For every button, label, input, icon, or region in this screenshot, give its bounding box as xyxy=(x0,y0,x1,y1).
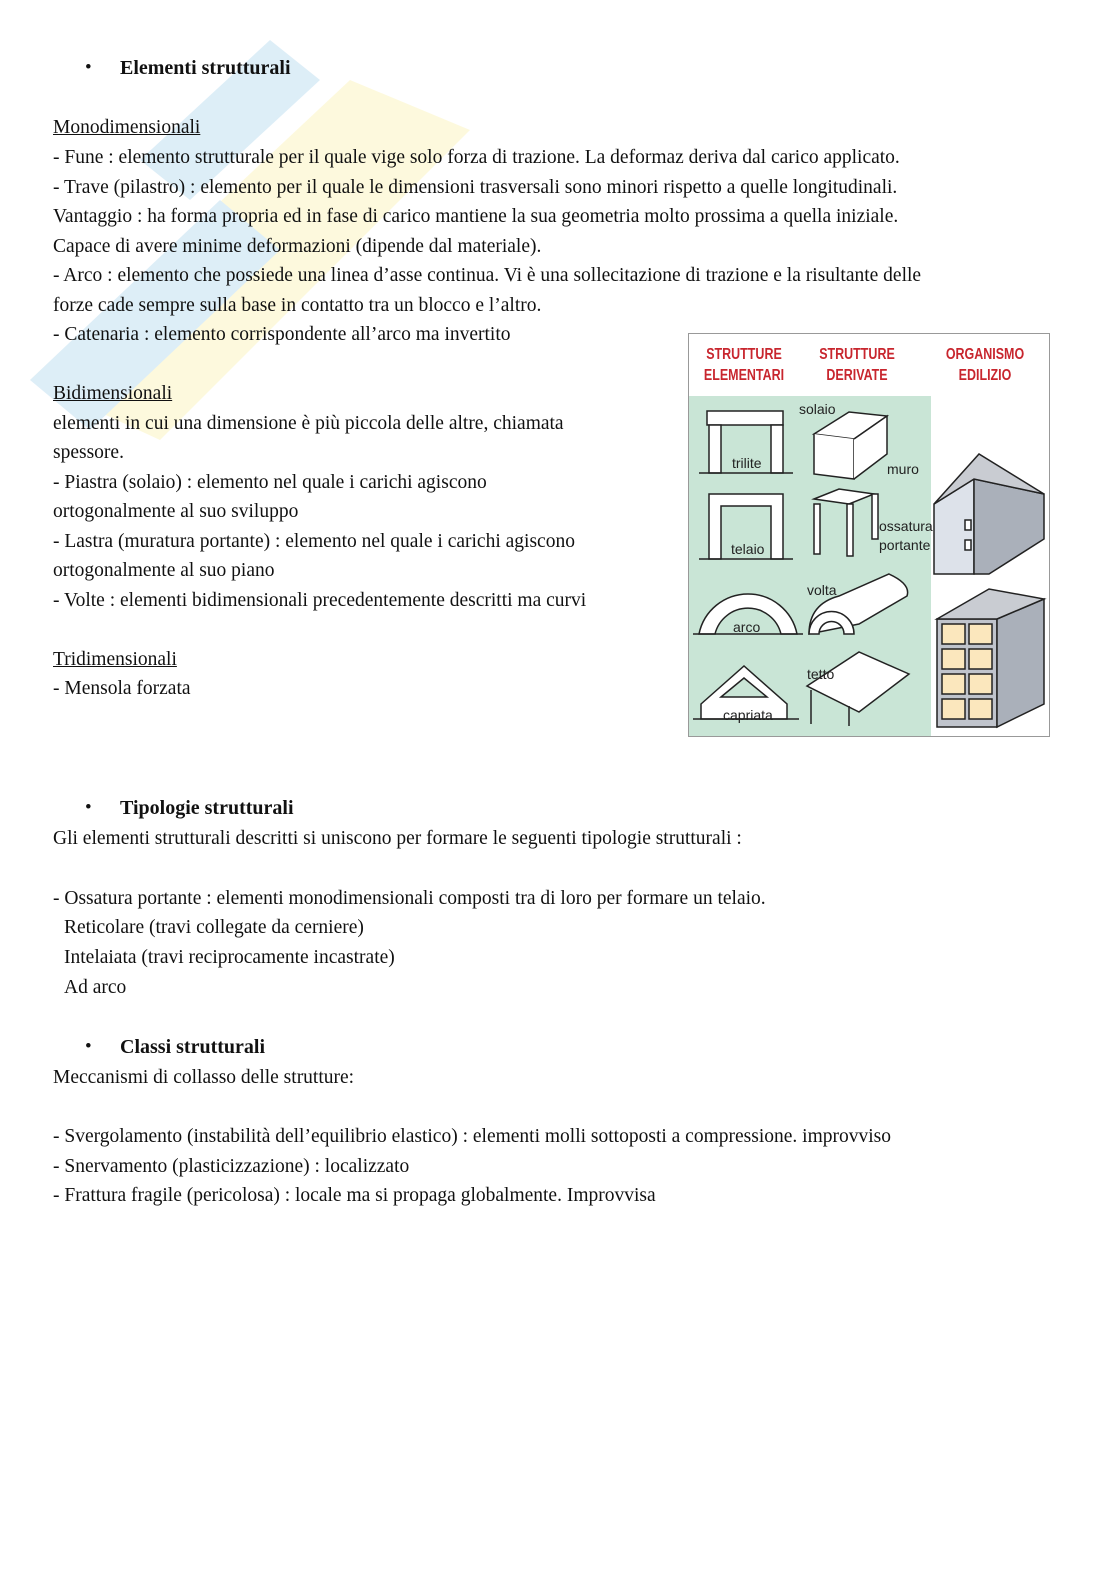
text-line: - Catenaria : elemento corrispondente all’arco ma invertito xyxy=(53,324,511,345)
section-heading-tipologie: Tipologie strutturali xyxy=(120,797,294,819)
watermark-logo xyxy=(20,20,500,440)
section-heading-elementi: Elementi strutturali xyxy=(120,57,291,79)
bullet: • xyxy=(85,797,92,818)
subheading-tri: Tridimensionali xyxy=(53,649,177,670)
label-volta: volta xyxy=(807,582,837,598)
text-line: - Piastra (solaio) : elemento nel quale i carichi agiscono xyxy=(53,472,487,493)
text-line: Ad arco xyxy=(64,977,127,998)
text-line: Capace di avere minime deformazioni (dipende dal materiale). xyxy=(53,236,542,257)
text-line: ortogonalmente al suo sviluppo xyxy=(53,501,299,522)
text-line: - Volte : elementi bidimensionali precedentemente descritti ma curvi xyxy=(53,590,587,611)
label-capriata: capriata xyxy=(723,707,773,723)
label-muro: muro xyxy=(887,461,919,477)
label-arco: arco xyxy=(733,619,761,635)
figure-header: STRUTTURE DERIVATE xyxy=(819,346,895,384)
text-line: elementi in cui una dimensione è più piccola delle altre, chiamata xyxy=(53,413,564,434)
text-line: ortogonalmente al suo piano xyxy=(53,560,275,581)
section-heading-classi: Classi strutturali xyxy=(120,1036,265,1058)
text-line: - Arco : elemento che possiede una linea d’asse continua. Vi è una sollecitazione di trazione e la risultante delle xyxy=(53,265,922,286)
text-line: Meccanismi di collasso delle strutture: xyxy=(53,1067,355,1088)
subheading-mono: Monodimensionali xyxy=(53,117,201,138)
label-telaio: telaio xyxy=(731,541,765,557)
text-line: Gli elementi strutturali descritti si uniscono per formare le seguenti tipologie strutturali : xyxy=(53,828,742,849)
figure-header: ORGANISMO EDILIZIO xyxy=(945,346,1025,384)
text-line: spessore. xyxy=(53,442,124,463)
structures-figure xyxy=(688,333,1050,737)
text-line: Intelaiata (travi reciprocamente incastrate) xyxy=(64,947,395,968)
text-line: - Ossatura portante : elementi monodimensionali composti tra di loro per formare un telaio. xyxy=(53,888,766,909)
label-portante: portante xyxy=(879,537,931,553)
text-line: - Lastra (muratura portante) : elemento nel quale i carichi agiscono xyxy=(53,531,575,552)
text-line: Reticolare (travi collegate da cerniere) xyxy=(64,917,364,938)
bullet: • xyxy=(85,1036,92,1057)
figure-header: STRUTTURE ELEMENTARI xyxy=(703,346,785,384)
text-line: - Snervamento (plasticizzazione) : localizzato xyxy=(53,1156,410,1177)
bullet: • xyxy=(85,57,92,78)
label-tetto: tetto xyxy=(807,666,835,682)
text-line: - Trave (pilastro) : elemento per il quale le dimensioni trasversali sono minori rispetto a quelle longitudinali. xyxy=(53,177,898,198)
label-trilite: trilite xyxy=(732,455,762,471)
label-solaio: solaio xyxy=(799,401,836,417)
label-ossatura: ossatura xyxy=(879,518,933,534)
text-line: forze cade sempre sulla base in contatto tra un blocco e l’altro. xyxy=(53,295,542,316)
text-line: - Fune : elemento strutturale per il quale vige solo forza di trazione. La deformaz deriva dal carico applicato. xyxy=(53,147,900,168)
subheading-bi: Bidimensionali xyxy=(53,383,173,404)
text-line: - Mensola forzata xyxy=(53,678,191,699)
text-line: - Frattura fragile (pericolosa) : locale ma si propaga globalmente. Improvvisa xyxy=(53,1185,656,1206)
text-line: - Svergolamento (instabilità dell’equilibrio elastico) : elementi molli sottoposti a compressione. improvviso xyxy=(53,1126,891,1147)
text-line: Vantaggio : ha forma propria ed in fase di carico mantiene la sua geometria molto prossima a quella iniziale. xyxy=(53,206,899,227)
structures-illustration xyxy=(689,334,1049,736)
